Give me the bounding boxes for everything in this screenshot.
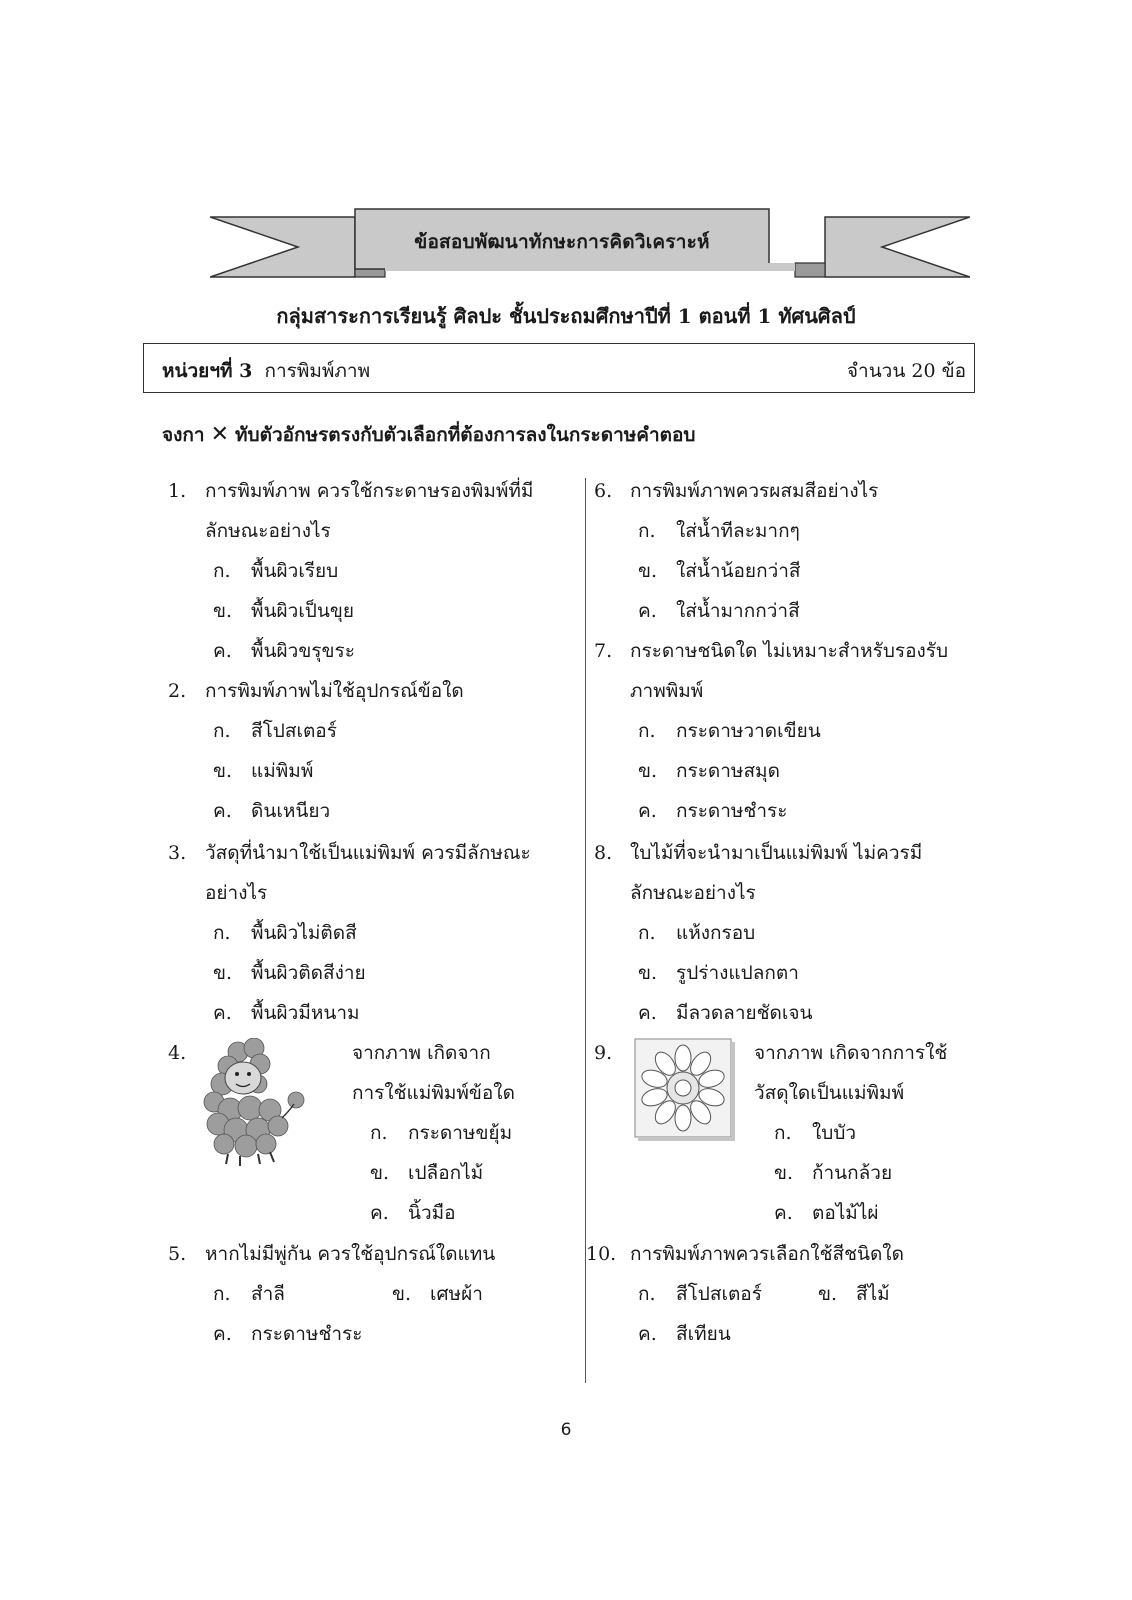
instruction-after: ทับตัวอักษรตรงกับตัวเลือกที่ต้องการลงในกระดาษคำตอบ — [235, 424, 696, 446]
question-text: จากภาพ เกิดจากการใช้ — [754, 1042, 948, 1064]
question-text: การพิมพ์ภาพควรผสมสีอย่างไร — [630, 480, 879, 502]
question-number: 4. — [168, 1042, 187, 1064]
answer-option[interactable]: ก. แห้งกรอบ — [638, 922, 756, 944]
flower-print-image — [634, 1038, 736, 1142]
unit-label: หน่วยฯที่ 3 — [162, 360, 253, 382]
x-mark-icon: ✕ — [210, 422, 230, 447]
answer-option[interactable]: ก. พื้นผิวเรียบ — [213, 560, 339, 582]
answer-option[interactable]: ก. กระดาษวาดเขียน — [638, 720, 821, 742]
subject-subtitle: กลุ่มสาระการเรียนรู้ ศิลปะ ชั้นประถมศึกษาปีที่ 1 ตอนที่ 1 ทัศนศิลป์ — [276, 304, 856, 328]
answer-option[interactable]: ค. ตอไม้ไผ่ — [774, 1202, 879, 1224]
answer-option[interactable]: ข. พื้นผิวติดสีง่าย — [213, 962, 366, 984]
answer-option[interactable]: ข. พื้นผิวเป็นขุย — [213, 600, 354, 622]
answer-option[interactable]: ข. กระดาษสมุด — [638, 760, 780, 782]
answer-option[interactable]: ค. พื้นผิวมีหนาม — [213, 1002, 360, 1024]
question-number: 9. — [594, 1042, 613, 1064]
answer-option[interactable]: ข. เศษผ้า — [392, 1283, 483, 1305]
answer-option[interactable]: ก. กระดาษขยุ้ม — [370, 1122, 513, 1144]
answer-option[interactable]: ค. มีลวดลายชัดเจน — [638, 1002, 813, 1024]
question-text: ลักษณะอย่างไร — [205, 520, 331, 542]
answer-option[interactable]: ค. สีเทียน — [638, 1323, 731, 1345]
question-text: กระดาษชนิดใด ไม่เหมาะสำหรับรองรับ — [630, 640, 949, 662]
answer-option[interactable]: ค. ดินเหนียว — [213, 800, 331, 822]
answer-option[interactable]: ก. สีโปสเตอร์ — [213, 720, 337, 742]
unit-title — [162, 356, 370, 386]
question-text: ภาพพิมพ์ — [630, 680, 704, 702]
answer-option[interactable]: ค. ใส่น้ำมากกว่าสี — [638, 600, 800, 622]
answer-option[interactable]: ค. กระดาษชำระ — [213, 1323, 363, 1345]
question-text: การพิมพ์ภาพควรเลือกใช้สีชนิดใด — [630, 1243, 904, 1265]
question-count: จำนวน 20 ข้อ — [846, 360, 966, 382]
unit-header-box — [143, 343, 975, 393]
unit-name: การพิมพ์ภาพ — [264, 360, 371, 382]
answer-option[interactable]: ก. ใบบัว — [774, 1122, 857, 1144]
question-number: 1. — [168, 480, 187, 502]
question-text: การใช้แม่พิมพ์ข้อใด — [352, 1082, 515, 1104]
question-number: 10. — [586, 1243, 617, 1265]
answer-option[interactable]: ข. สีไม้ — [818, 1283, 890, 1305]
question-text: อย่างไร — [205, 882, 268, 904]
question-text: ใบไม้ที่จะนำมาเป็นแม่พิมพ์ ไม่ควรมี — [630, 842, 923, 864]
sheep-print-image — [200, 1038, 325, 1168]
answer-option[interactable]: ข. ใส่น้ำน้อยกว่าสี — [638, 560, 801, 582]
answer-option[interactable]: ข. ก้านกล้วย — [774, 1162, 893, 1184]
answer-option[interactable]: ก. สำลี — [213, 1283, 285, 1305]
question-number: 5. — [168, 1243, 187, 1265]
instruction — [162, 420, 695, 450]
answer-option[interactable]: ค. พื้นผิวขรุขระ — [213, 640, 355, 662]
answer-option[interactable]: ก. พื้นผิวไม่ติดสี — [213, 922, 357, 944]
answer-option[interactable]: ข. เปลือกไม้ — [370, 1162, 484, 1184]
question-text: การพิมพ์ภาพ ควรใช้กระดาษรองพิมพ์ที่มี — [205, 480, 534, 502]
question-text: ลักษณะอย่างไร — [630, 882, 756, 904]
question-text: หากไม่มีพู่กัน ควรใช้อุปกรณ์ใดแทน — [205, 1243, 496, 1265]
banner-title: ข้อสอบพัฒนาทักษะการคิดวิเคราะห์ — [414, 231, 710, 253]
question-text: วัสดุที่นำมาใช้เป็นแม่พิมพ์ ควรมีลักษณะ — [205, 842, 531, 864]
question-number: 8. — [594, 842, 613, 864]
answer-option[interactable]: ค. นิ้วมือ — [370, 1202, 456, 1224]
answer-option[interactable]: ข. รูปร่างแปลกตา — [638, 962, 799, 984]
question-number: 6. — [594, 480, 613, 502]
question-number: 2. — [168, 680, 187, 702]
answer-option[interactable]: ก. สีโปสเตอร์ — [638, 1283, 762, 1305]
question-text: จากภาพ เกิดจาก — [352, 1042, 491, 1064]
answer-option[interactable]: ข. แม่พิมพ์ — [213, 760, 314, 782]
question-text: วัสดุใดเป็นแม่พิมพ์ — [754, 1082, 905, 1104]
instruction-before: จงกา — [162, 424, 205, 446]
answer-option[interactable]: ก. ใส่น้ำทีละมากๆ — [638, 520, 800, 542]
answer-option[interactable]: ค. กระดาษชำระ — [638, 800, 788, 822]
question-number: 3. — [168, 842, 187, 864]
question-number: 7. — [594, 640, 613, 662]
page-number: 6 — [560, 1420, 572, 1440]
question-text: การพิมพ์ภาพไม่ใช้อุปกรณ์ข้อใด — [205, 680, 464, 702]
